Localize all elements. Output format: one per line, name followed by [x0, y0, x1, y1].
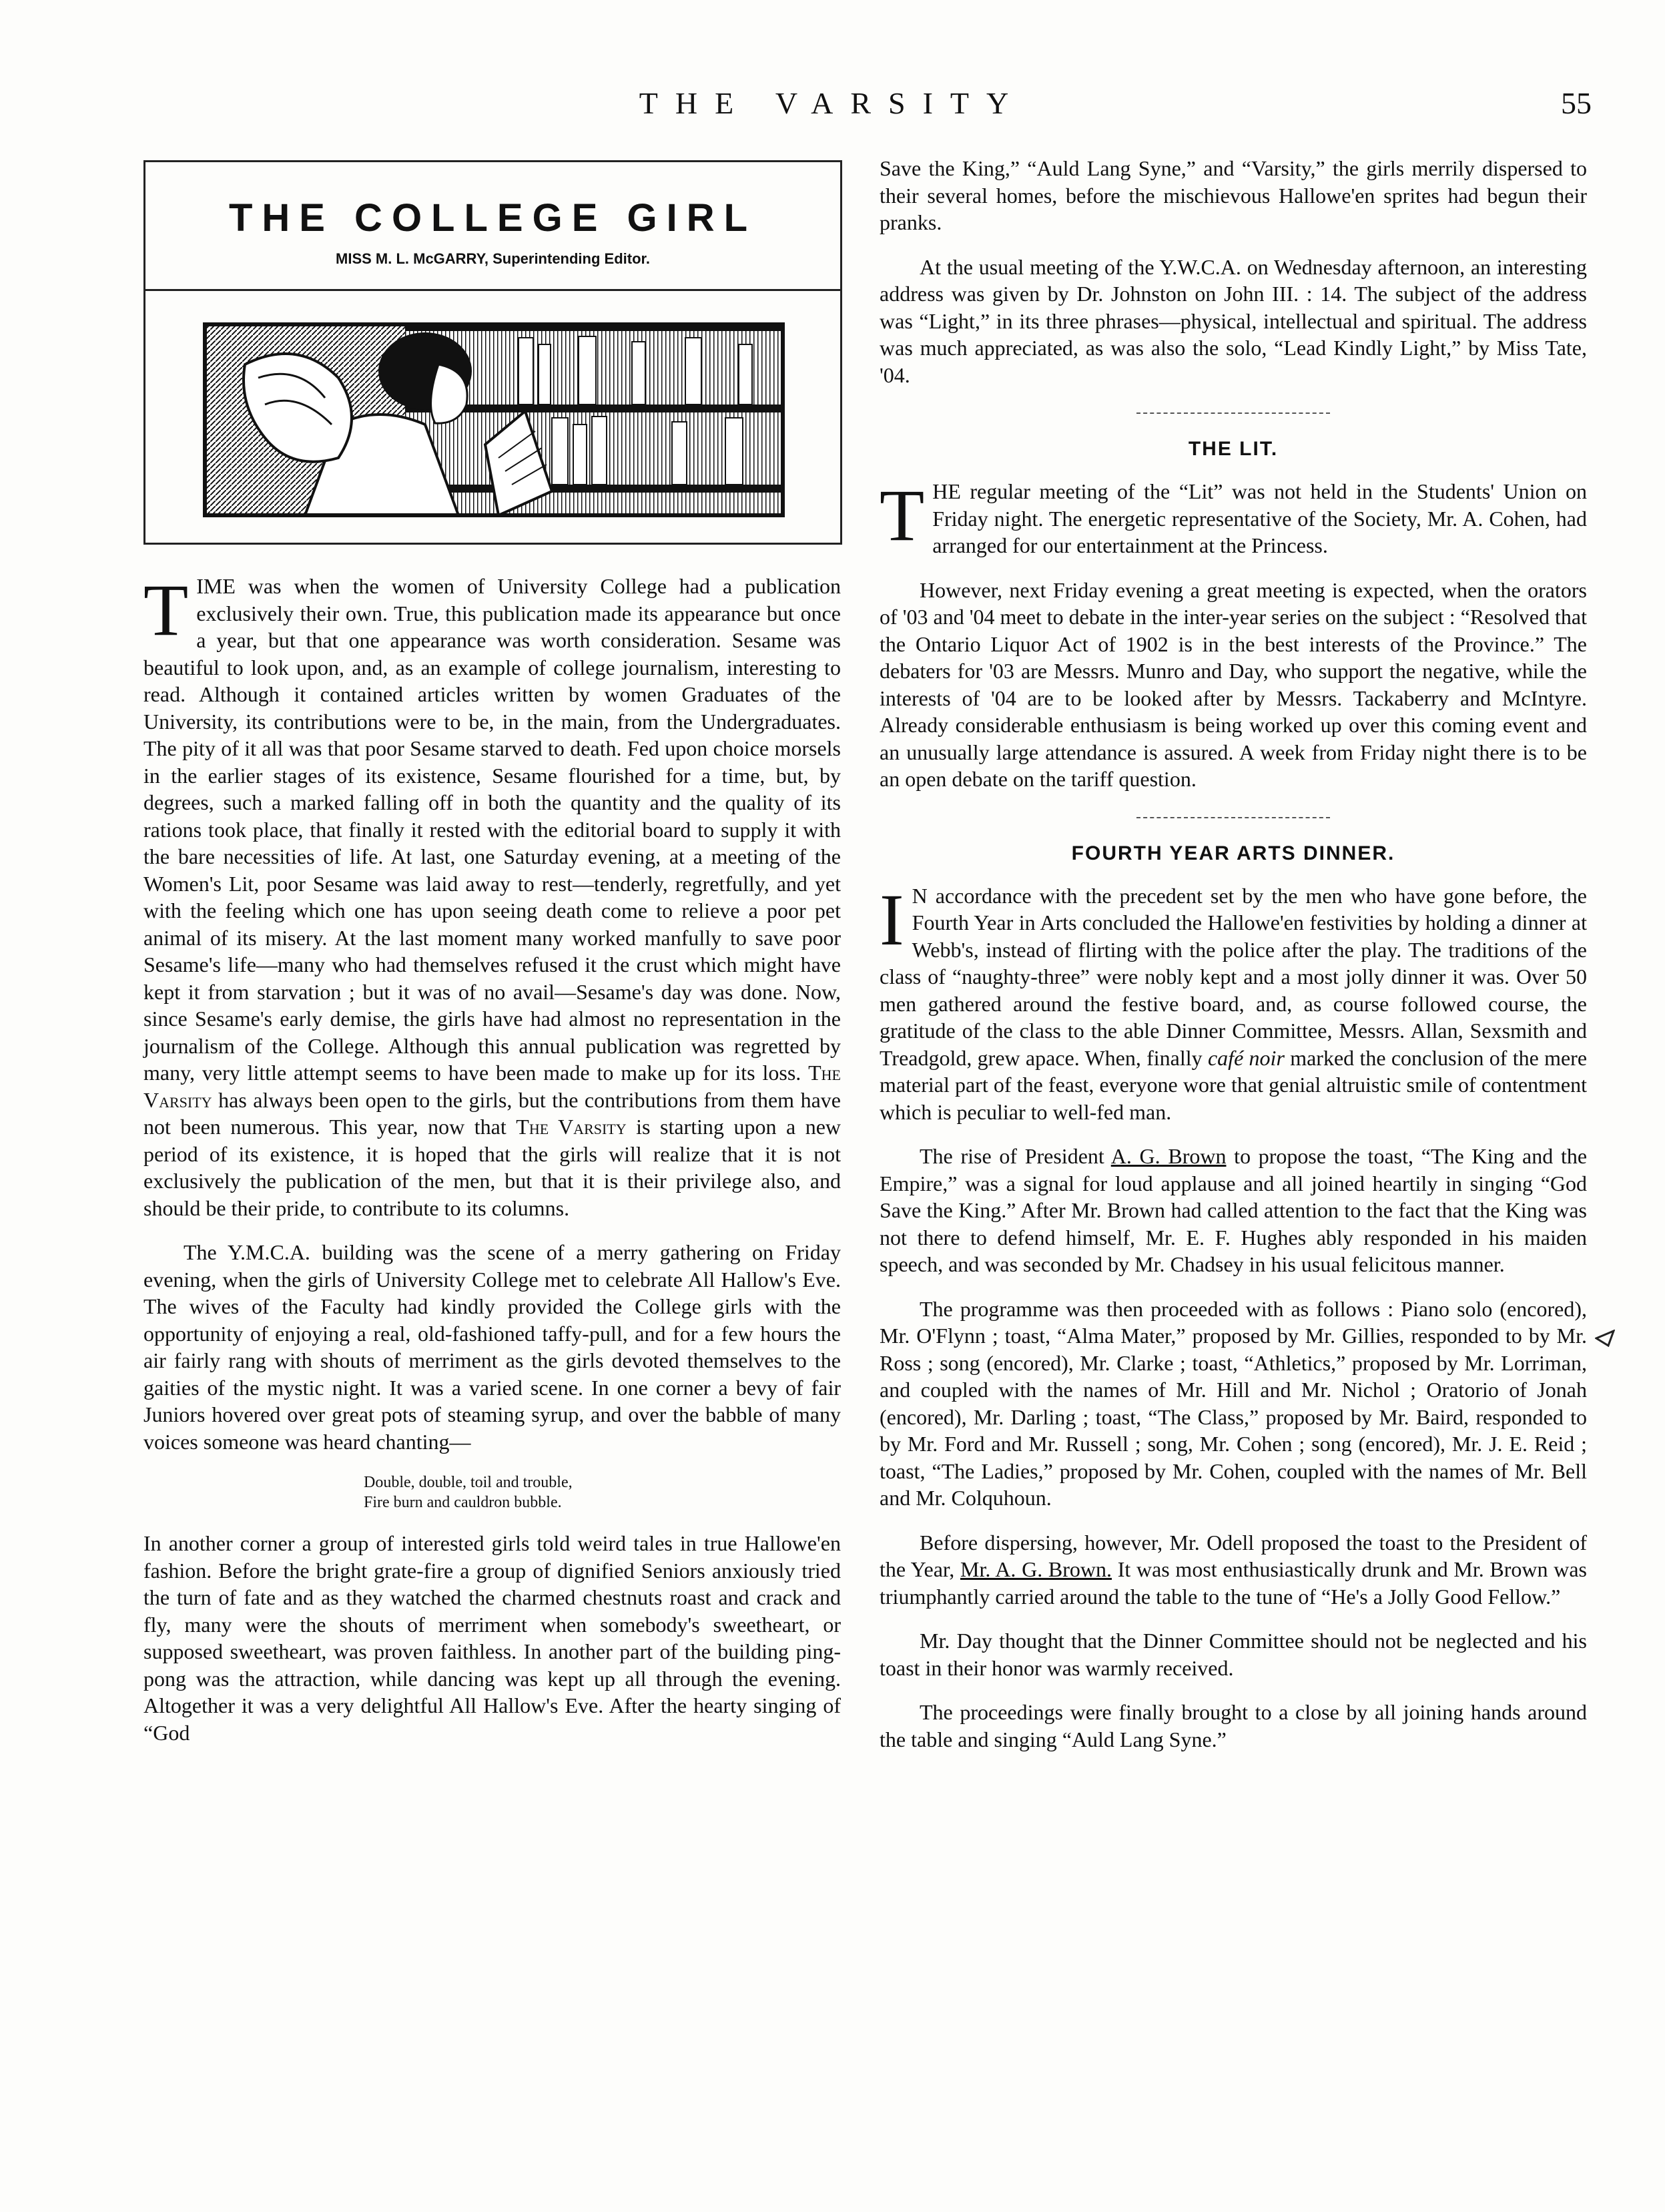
dinner-text-a: N accordance with the precedent set by the men who have gone before, the Fourth Year in Arts concluded the Hallowe'en festivities by holding a dinner at Webb's, instead of flirting with the police after the play. The traditions of the class of “naughty-three” were nobly kept and a most jolly dinner it was. Over 50 men gathered around the festive board, and, as course followed course, the gratitude of the class to the able Dinner Committee, Messrs. Allan, Sexsmith and Treadgold, grew apace. When, finally	[880, 883, 1587, 1070]
section-header-box	[143, 160, 842, 545]
varsity-name-2: The Varsity	[516, 1115, 627, 1139]
drop-cap: I	[880, 878, 904, 960]
intro-text-part1: IME was when the women of University College had a publication exclusively their own. True, this publication made its appearance but once a year, but that one appearance was worth consideration. Sesame was beautiful to look upon, and, as an example of college journalism, interesting to read. Although it contained articles written by women Graduates of the University, its contributions were to be, in the main, from the Undergraduates. The pity of it all was that poor Sesame starved to death. Fed upon choice morsels in the earlier stages of its existence, Sesame flourished for a time, but, by degrees, such a marked falling off in both the quantity and the quality of its rations took place, that finally it rested with the editorial board to supply it with the bare necessities of life. At last, one Saturday evening, at a meeting of the Women's Lit, poor Sesame was laid away to rest—tenderly, regretfully, and yet with the feeling which one has upon seeing death come to relieve a poor pet animal of its misery. At the last moment many worked manfully to save poor Sesame's life—many who had themselves refused it the crust which might have kept it from starvation ; but it was of no avail—Sesame's day was done. Now, since Sesame's early demise, the girls have had almost no representation in the journalism of the College. Although this annual publication was regretted by many, very little attempt seems to have been made to make up for its loss.	[143, 574, 841, 1085]
lit-text: HE regular meeting of the “Lit” was not held in the Students' Union on Friday night. The energetic representative of the Society, Mr. A. Cohen, had arranged for our entertainment at the Princess.	[932, 479, 1587, 557]
dinner-heading: FOURTH YEAR ARTS DINNER.	[1071, 842, 1395, 864]
hallowe-en-paragraph: The Y.M.C.A. building was the scene of a merry gathering on Friday evening, when the girls of University College met to celebrate All Hallow's Eve. The wives of the Faculty had kindly provided the College girls with the opportunity of enjoying a real, old-fashioned taffy-pull, and for a few hours the air fairly rang with shouts of merriment as the girls devoted themselves to the gaities of the mystic night. It was a varied scene. In one corner a bevy of fair Juniors hovered over great pots of steaming syrup, and over the babble of many voices someone was heard chanting—	[143, 1240, 841, 1454]
left-column	[143, 160, 841, 1763]
intro-text-part3: is starting upon a new period of its existence, it is hoped that the girls will realize that it is not exclusively the publication of the men, but that it is their privilege also, and should be their pride, to contribute to its columns.	[143, 1115, 842, 1220]
president-name: A. G. Brown	[1110, 1144, 1227, 1168]
page-number: 55	[1561, 86, 1592, 120]
dinner-paragraph-1	[880, 878, 1588, 1126]
intro-paragraph	[143, 569, 842, 1221]
dinner-paragraph-2	[880, 1143, 1587, 1278]
section-divider	[1136, 412, 1330, 414]
lit-paragraph-1	[880, 475, 1587, 559]
running-head	[0, 85, 1665, 125]
lit-paragraph-2: However, next Friday evening a great meeting is expected, when the orators of '03 and '04 meet to debate in the inter-year series on the subject : “Resolved that the Ontario Liquor Act of 1902 is in the best interests of the Province.” The debaters for '03 are Messrs. Munro and Day, who support the negative, while the interests of '04 are to be looked after by Messrs. Tackaberry and McIntyre. Already considerable enthusiasm is being worked up over this coming event and an unusually large attendance is assured. A week from Friday night there is to be an open debate on the tariff question.	[880, 577, 1587, 791]
section-title: THE COLLEGE GIRL	[228, 196, 757, 240]
seniors-paragraph: In another corner a group of interested girls told weird tales in true Hallowe'en fashion. Before the bright grate-fire a group of dignified Seniors anxiously tried the turn of fate and as they watched the charmed chestnuts roast and crack and fly, many were the shouts of merriment when somebody's sweetheart, or supposed sweetheart, was proven faithless. In another part of the building ping-pong was the attraction, while dancing was kept up all through the evening. Altogether it was a very delightful All Hallow's Eve. After the hearty singing of “God	[143, 1531, 841, 1745]
right-column	[880, 155, 1587, 1770]
drop-cap: T	[880, 475, 925, 556]
drop-cap: T	[143, 569, 189, 651]
ywca-paragraph: At the usual meeting of the Y.W.C.A. on Wednesday afternoon, an interesting address was given by Dr. Johnston on John III. : 14. The subject of the address was “Light,” in its three phrases—physical, intellectual and spiritual. The address was much appreciated, as was also the solo, “Lead Kindly Light,” by Miss Tate, '04.	[880, 254, 1587, 387]
margin-triangle-icon	[1595, 1325, 1615, 1353]
odell-text-b: It was most enthusiastically drunk and Mr. Brown was triumphantly carried around the table to the tune of “He's a Jolly Good Fellow.”	[880, 1557, 1588, 1609]
programme-paragraph: The programme was then proceeded with as follows : Piano solo (encored), Mr. O'Flynn ; toast, “Alma Mater,” proposed by Mr. Gillies, responded to by Mr. Ross ; song (encored), Mr. Clarke ; toast, “Athletics,” proposed by Mr. Lorriman, and coupled with the names of Mr. Hill and Mr. Nichol ; Oratorio of Jonah (encored), Mr. Darling ; toast, “The Class,” proposed by Mr. Baird, responded to by Mr. Ford and Mr. Russell ; song, Mr. Cohen ; song (encored), Mr. J. E. Reid ; toast, “The Ladies,” proposed by Mr. Cohen, coupled with the names of Mr. Bell and Mr. Colquhoun.	[880, 1296, 1587, 1510]
dinner-paragraph-4	[880, 1529, 1587, 1611]
journal-title: THE VARSITY	[639, 86, 1026, 120]
dinner-text-b: marked the conclusion of the mere material part of the feast, everyone wore that genial altruistic smile of contentment which is peculiar to well-fed man.	[880, 1045, 1588, 1124]
continued-paragraph: Save the King,” “Auld Lang Syne,” and “Varsity,” the girls merrily dispersed to their several homes, before the mischievous Hallowe'en sprites had begun their pranks.	[880, 156, 1587, 234]
verse-line: Fire burn and cauldron bubble.	[364, 1494, 562, 1511]
header-divider	[145, 289, 840, 291]
toast-text-b: to propose the toast, “The King and the Empire,” was a signal for loud applause and all joined heartily in singing “God Save the King.” After Mr. Brown had called attention to the fact that the King was not there to defend himself, Mr. E. F. Hughes ably responded in his maiden speech, and was seconded by Mr. Chadsey in his usual felicitous manner.	[880, 1144, 1588, 1276]
committee-paragraph: Mr. Day thought that the Dinner Committee should not be neglected and his toast in their honor was warmly received.	[880, 1629, 1587, 1680]
odell-text-a: Before dispersing, however, Mr. Odell proposed the toast to the President of the Year,	[880, 1530, 1587, 1581]
closing-paragraph: The proceedings were finally brought to a close by all joining hands around the table and singing “Auld Lang Syne.”	[880, 1700, 1587, 1751]
intro-text-part2: has always been open to the girls, but the contributions from them have not been numerous. This year, now that	[143, 1087, 842, 1139]
varsity-name-1: The Varsity	[143, 1061, 841, 1112]
president-name: Mr. A. G. Brown.	[960, 1557, 1112, 1581]
cafe-noir-text: café noir	[1207, 1045, 1285, 1070]
editor-credit: MISS M. L. McGARRY, Superintending Editor.	[336, 250, 650, 267]
lit-heading: THE LIT.	[1188, 438, 1279, 460]
verse-quote	[364, 1472, 841, 1512]
toast-text-a: The rise of President	[920, 1144, 1104, 1168]
woman-reading-illustration	[203, 322, 785, 517]
verse-line: Double, double, toil and trouble,	[364, 1474, 573, 1491]
section-divider	[1136, 817, 1330, 818]
